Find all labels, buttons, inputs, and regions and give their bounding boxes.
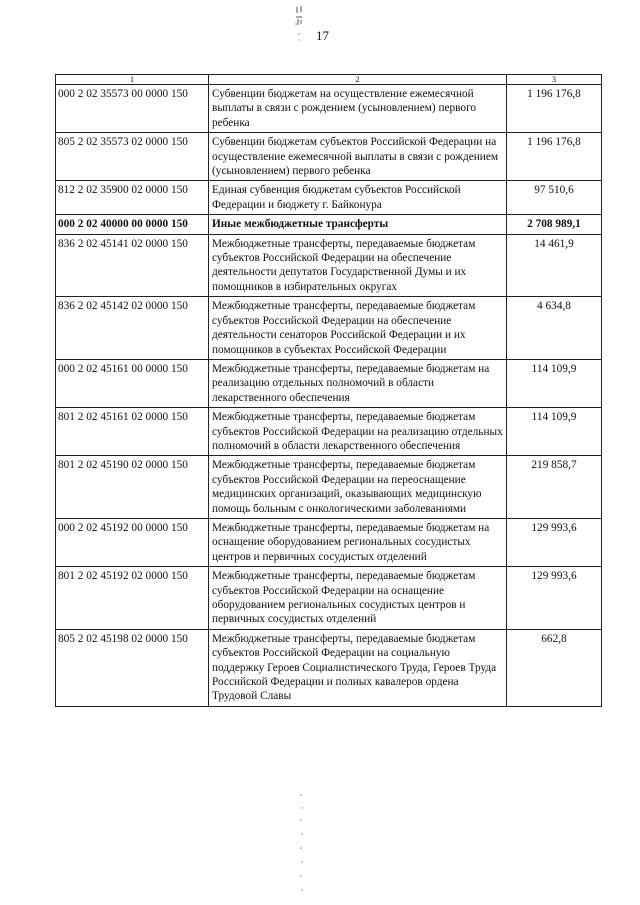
table-row (56, 567, 602, 630)
row-name: Субвенции бюджетам субъектов Российской Федерации на осуществление ежемесячной выплаты в связи с рождением (усыновлением) первого ребенка (209, 133, 507, 181)
row-name: Межбюджетные трансферты, передаваемые бюджетам на реализацию отдельных полномочий в области лекарственного обеспечения (209, 359, 507, 407)
table-row (56, 297, 602, 360)
row-code: 812 2 02 35900 02 0000 150 (56, 181, 209, 215)
row-code: 000 2 02 40000 00 0000 150 (56, 215, 209, 234)
header-col-2: 2 (209, 75, 507, 85)
row-amount: 219 858,7 (507, 456, 602, 519)
row-amount: 2 708 989,1 (507, 215, 602, 234)
scan-marks (293, 4, 313, 48)
table-row (56, 408, 602, 456)
row-amount: 1 196 176,8 (507, 133, 602, 181)
row-code: 801 2 02 45161 02 0000 150 (56, 408, 209, 456)
header-col-1: 1 (56, 75, 209, 85)
row-name: Межбюджетные трансферты, передаваемые бюджетам субъектов Российской Федерации на социальную поддержку Героев Социалистического Труда, Героев Труда Российской Федерации и полных кавалеров ордена Трудовой Славы (209, 629, 507, 706)
row-code: 836 2 02 45142 02 0000 150 (56, 297, 209, 360)
row-amount: 1 196 176,8 (507, 85, 602, 133)
row-code: 805 2 02 35573 02 0000 150 (56, 133, 209, 181)
table-row (56, 215, 602, 234)
page-number: 17 (316, 28, 329, 43)
row-code: 801 2 02 45192 02 0000 150 (56, 567, 209, 630)
header-col-3: 3 (507, 75, 602, 85)
row-name: Межбюджетные трансферты, передаваемые бюджетам субъектов Российской Федерации на оснащение оборудованием региональных сосудистых центров и первичных сосудистых отделений (209, 567, 507, 630)
row-amount: 114 109,9 (507, 408, 602, 456)
row-name: Межбюджетные трансферты, передаваемые бюджетам субъектов Российской Федерации на обеспечение деятельности сенаторов Российской Федерации и их помощников в субъектах Российской Федерации (209, 297, 507, 360)
row-name: Единая субвенция бюджетам субъектов Российской Федерации и бюджету г. Байконура (209, 181, 507, 215)
row-code: 805 2 02 45198 02 0000 150 (56, 629, 209, 706)
budget-table (55, 74, 602, 707)
row-amount: 14 461,9 (507, 234, 602, 297)
row-name: Межбюджетные трансферты, передаваемые бюджетам субъектов Российской Федерации на реализацию отдельных полномочий в области лекарственного обеспечения (209, 408, 507, 456)
row-amount: 662,8 (507, 629, 602, 706)
table-row (56, 629, 602, 706)
row-name: Субвенции бюджетам на осуществление ежемесячной выплаты в связи с рождением (усыновлением) первого ребенка (209, 85, 507, 133)
row-name: Иные межбюджетные трансферты (209, 215, 507, 234)
table-row (56, 518, 602, 566)
row-name: Межбюджетные трансферты, передаваемые бюджетам субъектов Российской Федерации на обеспечение деятельности депутатов Государственной Думы и их помощников в избирательных округах (209, 234, 507, 297)
row-amount: 97 510,6 (507, 181, 602, 215)
row-code: 000 2 02 35573 00 0000 150 (56, 85, 209, 133)
row-name: Межбюджетные трансферты, передаваемые бюджетам на оснащение оборудованием региональных сосудистых центров и первичных сосудистых отделений (209, 518, 507, 566)
row-amount: 129 993,6 (507, 518, 602, 566)
row-name: Межбюджетные трансферты, передаваемые бюджетам субъектов Российской Федерации на переоснащение медицинских организаций, оказывающих медицинскую помощь больным с онкологическими заболеваниями (209, 456, 507, 519)
row-amount: 4 634,8 (507, 297, 602, 360)
table-row (56, 133, 602, 181)
row-code: 000 2 02 45192 00 0000 150 (56, 518, 209, 566)
row-amount: 129 993,6 (507, 567, 602, 630)
scan-dots (297, 790, 307, 900)
row-code: 801 2 02 45190 02 0000 150 (56, 456, 209, 519)
row-code: 836 2 02 45141 02 0000 150 (56, 234, 209, 297)
table-row (56, 456, 602, 519)
table-header-row (56, 75, 602, 85)
table-row (56, 181, 602, 215)
row-code: 000 2 02 45161 00 0000 150 (56, 359, 209, 407)
row-amount: 114 109,9 (507, 359, 602, 407)
table-row (56, 359, 602, 407)
table-row (56, 234, 602, 297)
table-row (56, 85, 602, 133)
